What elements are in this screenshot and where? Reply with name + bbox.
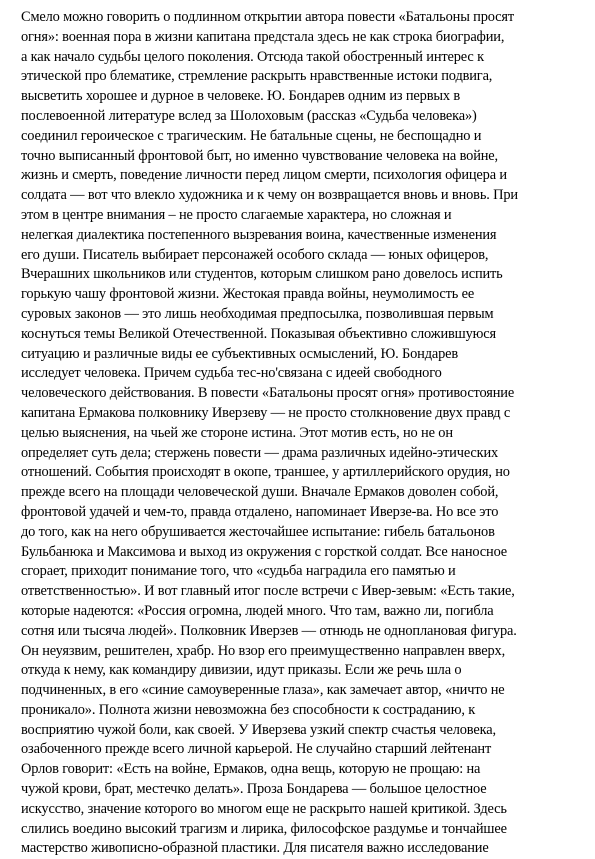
text-line: слились воедино высокий трагизм и лирика, философское раздумье и тончайшее [21, 820, 507, 837]
text-line: жизнь и смерть, поведение личности перед лицом смерти, психология офицера и [21, 167, 507, 184]
text-line: чужой крови, брат, местечко делать». Проза Бондарева — большое целостное [21, 781, 487, 798]
text-line: проникало». Полнота жизни невозможна без способности к состраданию, к [21, 701, 476, 718]
text-line: горькую чашу фронтовой жизни. Жестокая правда войны, неумолимость ее [21, 286, 475, 303]
text-line: его души. Писатель выбирает персонажей особого склада — юных офицеров, [21, 246, 489, 263]
text-line: Вчерашних школьников или студентов, которым слишком рано довелось испить [21, 266, 503, 283]
text-line: восприятию чужой боли, как своей. У Иверзева узкий спектр счастья человека, [21, 721, 496, 738]
text-line: определяет суть дела; стержень повести — драма различных идейно-этических [21, 444, 499, 461]
text-line: ответственностью». И вот главный итог после встречи с Ивер-зевым: «Есть такие, [21, 583, 515, 600]
text-line: целью выяснения, на чьей же стороне истина. Этот мотив есть, но не он [21, 424, 453, 441]
text-line: этической про блематике, стремление раскрыть нравственные истоки подвига, [21, 68, 493, 85]
text-line: огня»: военная пора в жизни капитана предстала здесь не как строка биографии, [21, 28, 505, 45]
text-line: Смело можно говорить о подлинном открытии автора повести «Батальоны просят [21, 9, 514, 25]
text-line: соединил героическое с трагическим. Не батальные сцены, не беспощадно и [21, 127, 482, 144]
text-line: прежде всего на площади человеческой души. Вначале Ермаков доволен собой, [21, 484, 499, 501]
text-line: фронтовой удачей и чем-то, правда отдалено, напоминает Иверзе-ва. Но все это [21, 503, 499, 520]
text-line: искусство, значение которого во многом еще не раскрыто нашей критикой. Здесь [21, 800, 507, 817]
text-line: а как начало судьбы целого поколения. Отсюда такой обостренный интерес к [21, 48, 484, 65]
text-line: высветить хорошее и дурное в человеке. Ю. Бондарев одним из первых в [21, 88, 461, 105]
text-line: точно выписанный фронтовой быт, но именно чувствование человека на войне, [21, 147, 498, 164]
text-line: ситуацию и различные виды ее субъективных осмыслений, Ю. Бондарев [21, 345, 459, 362]
text-line: Бульбанюка и Максимова и выход из окружения с горсткой солдат. Все наносное [21, 543, 508, 560]
text-line: исследует человека. Причем судьба тес-но'связана с идеей свободного [21, 365, 442, 382]
text-line: солдата — вот что влекло художника и к чему он возвращается вновь и вновь. При [21, 187, 518, 204]
text-line: капитана Ермакова полковнику Иверзеву — не просто столкновение двух правд с [21, 404, 511, 421]
text-line: нелегкая диалектика постепенного вызревания воина, качественные изменения [21, 226, 497, 243]
text-line: этом в центре внимания – не просто слагаемые характера, но сложная и [21, 206, 452, 223]
text-line: подчиненных, в его «синие самоуверенные глаза», как замечает автор, «ничто не [21, 682, 505, 699]
text-line: мастерство живописно-образной пластики. Для писателя важно исследование [21, 840, 489, 857]
text-line: человеческого действования. В повести «Батальоны просят огня» противостояние [21, 385, 515, 402]
text-line: Он неуязвим, решителен, храбр. Но взор его преимущественно направлен вверх, [21, 642, 506, 659]
text-line: до того, как на него обрушивается жесточайшее испытание: гибель батальонов [21, 523, 495, 540]
text-line: сотня или тысяча людей». Полковник Иверзев — отнюдь не одноплановая фигура. [21, 622, 517, 639]
text-line: сгорает, приходит понимание того, что «судьба наградила его памятью и [21, 563, 456, 580]
text-line: откуда к нему, как командиру дивизии, идут приказы. Если же речь шла о [21, 662, 462, 679]
text-line: Орлов говорит: «Есть на войне, Ермаков, одна вещь, которую не прощаю: на [21, 761, 481, 778]
essay-text [21, 8, 577, 859]
text-line: суровых законов — это лишь необходимая предпосылка, позволившая первым [21, 305, 494, 322]
text-line: коснуться темы Великой Отечественной. Показывая объективно сложившуюся [21, 325, 496, 342]
text-line: озабоченного прежде всего личной карьерой. Не случайно старший лейтенант [21, 741, 492, 758]
text-line: послевоенной литературе вслед за Шолоховым (рассказ «Судьба человека») [21, 107, 477, 124]
text-line: которые надеются: «Россия огромна, людей много. Что там, важно ли, погибла [21, 602, 494, 619]
text-line: отношений. События происходят в окопе, траншее, у артиллерийского орудия, но [21, 464, 510, 481]
